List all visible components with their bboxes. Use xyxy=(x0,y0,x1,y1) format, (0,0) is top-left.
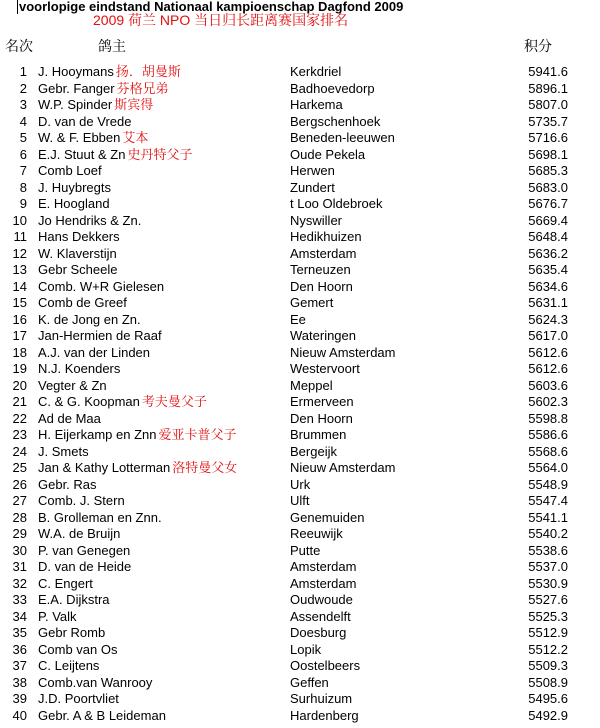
rank-cell: 27 xyxy=(12,493,27,508)
place-cell: Urk xyxy=(290,476,311,492)
fancier-name-cell: J.D. Poortvliet xyxy=(38,691,119,706)
fancier-name-chinese: 斯宾得 xyxy=(114,97,154,112)
rank-cell: 24 xyxy=(12,443,27,459)
rank-cell: 33 xyxy=(12,592,27,607)
fancier-name-cell xyxy=(38,81,169,97)
score-cell: 5669.4 xyxy=(528,212,568,228)
place-cell: Genemuiden xyxy=(290,509,365,525)
score-cell: 5564.0 xyxy=(528,460,568,475)
score-cell: 5683.0 xyxy=(528,179,568,195)
table-row xyxy=(0,64,600,81)
fancier-name-cell xyxy=(38,394,207,410)
rank-cell: 15 xyxy=(12,295,27,310)
fancier-name-cell xyxy=(38,97,153,113)
fancier-name-cell: D. van de Heide xyxy=(38,559,132,574)
score-cell: 5676.7 xyxy=(528,196,568,211)
place-cell: Brummen xyxy=(290,427,347,442)
fancier-name-chinese: 扬．胡曼斯 xyxy=(115,64,181,79)
document-title-chinese: 2009 荷兰 NPO 当日归长距离赛国家排名 xyxy=(93,12,349,28)
rank-cell: 14 xyxy=(12,278,27,294)
fancier-name-chinese: 艾本 xyxy=(122,130,149,145)
score-cell: 5624.3 xyxy=(528,311,568,327)
score-cell: 5537.0 xyxy=(528,559,568,574)
score-cell: 5548.9 xyxy=(528,476,568,492)
table-row xyxy=(0,229,600,246)
rank-cell: 7 xyxy=(19,163,27,178)
rank-cell: 28 xyxy=(12,509,27,525)
table-row xyxy=(0,642,600,659)
table-row xyxy=(0,279,600,296)
table-row xyxy=(0,460,600,477)
score-cell: 5538.6 xyxy=(528,542,568,558)
place-cell: Kerkdriel xyxy=(290,64,342,79)
place-cell: Putte xyxy=(290,542,321,558)
place-cell: Bergeijk xyxy=(290,443,337,459)
place-cell: Herwen xyxy=(290,163,335,178)
place-cell: t Loo Oldebroek xyxy=(290,196,383,211)
fancier-name-cell: C. Leijtens xyxy=(38,658,100,673)
score-cell: 5602.3 xyxy=(528,394,568,409)
table-row xyxy=(0,708,600,725)
fancier-name-cell: Comb.van Wanrooy xyxy=(38,674,153,690)
rank-cell: 30 xyxy=(12,542,27,558)
fancier-name: Gebr. Fanger xyxy=(38,80,115,96)
place-cell: Badhoevedorp xyxy=(290,80,375,96)
table-row xyxy=(0,576,600,593)
score-cell: 5698.1 xyxy=(528,146,568,162)
rank-cell: 4 xyxy=(19,113,27,129)
table-row xyxy=(0,163,600,180)
table-row xyxy=(0,213,600,230)
table-row xyxy=(0,658,600,675)
rank-cell: 11 xyxy=(13,229,27,244)
table-row xyxy=(0,526,600,543)
score-cell: 5512.2 xyxy=(528,641,568,657)
fancier-name-chinese: 洛特曼父女 xyxy=(172,460,238,475)
place-cell: Amsterdam xyxy=(290,575,357,591)
fancier-name-cell xyxy=(38,427,237,443)
column-header-fancier: 鸽主 xyxy=(98,38,126,54)
place-cell: Amsterdam xyxy=(290,559,357,574)
rank-cell: 12 xyxy=(12,245,27,261)
place-cell: Ulft xyxy=(290,493,310,508)
table-row xyxy=(0,427,600,444)
rank-cell: 10 xyxy=(12,212,27,228)
fancier-name-cell: P. Valk xyxy=(38,608,77,624)
fancier-name-chinese: 考夫曼父子 xyxy=(141,394,207,409)
fancier-name: J. Hooymans xyxy=(38,64,114,79)
score-cell: 5685.3 xyxy=(528,163,568,178)
place-cell: Lopik xyxy=(290,641,322,657)
score-cell: 5648.4 xyxy=(528,229,568,244)
table-row xyxy=(0,295,600,312)
score-cell: 5540.2 xyxy=(528,526,568,541)
score-cell: 5530.9 xyxy=(528,575,568,591)
rank-cell: 17 xyxy=(12,328,27,343)
table-row xyxy=(0,180,600,197)
rank-cell: 3 xyxy=(19,97,27,112)
table-row xyxy=(0,130,600,147)
rank-cell: 9 xyxy=(19,196,27,211)
fancier-name-cell: W.A. de Bruijn xyxy=(38,526,121,541)
place-cell: Den Hoorn xyxy=(290,278,353,294)
score-cell: 5525.3 xyxy=(528,608,568,624)
fancier-name-cell xyxy=(38,460,237,476)
score-cell: 5617.0 xyxy=(528,328,568,343)
fancier-name-cell xyxy=(38,64,181,80)
ranking-table xyxy=(0,64,600,724)
table-row xyxy=(0,609,600,626)
score-cell: 5716.6 xyxy=(528,130,568,145)
table-row xyxy=(0,543,600,560)
rank-cell: 34 xyxy=(12,608,27,624)
score-cell: 5586.6 xyxy=(528,427,568,442)
fancier-name-cell: Gebr. Ras xyxy=(38,476,97,492)
rank-cell: 35 xyxy=(12,625,27,640)
rank-cell: 1 xyxy=(19,64,27,79)
fancier-name-cell: Comb. W+R Gielesen xyxy=(38,278,165,294)
fancier-name-cell: B. Grolleman en Znn. xyxy=(38,509,162,525)
score-cell: 5603.6 xyxy=(528,377,568,393)
table-row xyxy=(0,592,600,609)
fancier-name-cell: Comb de Greef xyxy=(38,295,127,310)
score-cell: 5495.6 xyxy=(528,691,568,706)
fancier-name-cell: C. Engert xyxy=(38,575,93,591)
place-cell: Doesburg xyxy=(290,625,347,640)
fancier-name-cell: J. Smets xyxy=(38,443,89,459)
rank-cell: 26 xyxy=(12,476,27,492)
score-cell: 5634.6 xyxy=(528,278,568,294)
rank-cell: 2 xyxy=(19,80,27,96)
table-row xyxy=(0,493,600,510)
column-header-score: 积分 xyxy=(524,38,552,54)
fancier-name-cell: Jo Hendriks & Zn. xyxy=(38,212,142,228)
fancier-name-cell: Hans Dekkers xyxy=(38,229,120,244)
score-cell: 5512.9 xyxy=(528,625,568,640)
place-cell: Nyswiller xyxy=(290,212,342,228)
score-cell: 5941.6 xyxy=(528,64,568,79)
fancier-name: C. & G. Koopman xyxy=(38,394,140,409)
fancier-name-cell: Gebr. A & B Leideman xyxy=(38,707,166,723)
fancier-name: E.J. Stuut & Zn xyxy=(38,146,126,162)
fancier-name-cell: Comb. J. Stern xyxy=(38,493,125,508)
table-row xyxy=(0,378,600,395)
rank-cell: 20 xyxy=(12,377,27,393)
place-cell: Den Hoorn xyxy=(290,410,353,426)
place-cell: Hardenberg xyxy=(290,707,359,723)
table-row xyxy=(0,675,600,692)
score-cell: 5635.4 xyxy=(528,262,568,277)
fancier-name: Jan & Kathy Lotterman xyxy=(38,460,171,475)
place-cell: Geffen xyxy=(290,674,329,690)
place-cell: Oudwoude xyxy=(290,592,353,607)
place-cell: Nieuw Amsterdam xyxy=(290,460,396,475)
fancier-name-cell: J. Huybregts xyxy=(38,179,111,195)
place-cell: Westervoort xyxy=(290,361,360,376)
fancier-name-cell: E.A. Dijkstra xyxy=(38,592,110,607)
document-title-dutch: voorlopige eindstand Nationaal kampioenschap Dagfond 2009 xyxy=(19,0,404,14)
fancier-name: H. Eijerkamp en Znn xyxy=(38,427,157,442)
place-cell: Zundert xyxy=(290,179,335,195)
place-cell: Oostelbeers xyxy=(290,658,361,673)
score-cell: 5631.1 xyxy=(528,295,568,310)
fancier-name-cell: K. de Jong en Zn. xyxy=(38,311,141,327)
fancier-name-chinese: 芬格兄弟 xyxy=(116,80,169,96)
place-cell: Assendelft xyxy=(290,608,351,624)
fancier-name-cell: Gebr Scheele xyxy=(38,262,118,277)
score-cell: 5598.8 xyxy=(528,410,568,426)
table-row xyxy=(0,345,600,362)
place-cell: Gemert xyxy=(290,295,334,310)
table-row xyxy=(0,312,600,329)
rank-cell: 40 xyxy=(12,707,27,723)
place-cell: Oude Pekela xyxy=(290,146,366,162)
rank-cell: 32 xyxy=(12,575,27,591)
rank-cell: 6 xyxy=(19,146,27,162)
rank-cell: 18 xyxy=(12,344,27,360)
score-cell: 5568.6 xyxy=(528,443,568,459)
place-cell: Surhuizum xyxy=(290,691,353,706)
rank-cell: 31 xyxy=(12,559,27,574)
fancier-name: W.P. Spinder xyxy=(38,97,113,112)
score-cell: 5547.4 xyxy=(528,493,568,508)
place-cell: Harkema xyxy=(290,97,343,112)
table-row xyxy=(0,477,600,494)
fancier-name-chinese: 史丹特父子 xyxy=(127,146,193,162)
score-cell: 5492.9 xyxy=(528,707,568,723)
table-row xyxy=(0,147,600,164)
place-cell: Bergschenhoek xyxy=(290,113,381,129)
score-cell: 5612.6 xyxy=(528,361,568,376)
rank-cell: 22 xyxy=(12,410,27,426)
fancier-name-cell: D. van de Vrede xyxy=(38,113,132,129)
fancier-name-cell: Ad de Maa xyxy=(38,410,101,426)
fancier-name-cell: N.J. Koenders xyxy=(38,361,121,376)
table-row xyxy=(0,691,600,708)
table-row xyxy=(0,114,600,131)
fancier-name-cell: P. van Genegen xyxy=(38,542,131,558)
place-cell: Terneuzen xyxy=(290,262,351,277)
table-row xyxy=(0,444,600,461)
rank-cell: 36 xyxy=(12,641,27,657)
place-cell: Ee xyxy=(290,311,306,327)
table-row xyxy=(0,411,600,428)
table-row xyxy=(0,510,600,527)
score-cell: 5612.6 xyxy=(528,344,568,360)
place-cell: Hedikhuizen xyxy=(290,229,362,244)
rank-cell: 19 xyxy=(12,361,27,376)
rank-cell: 25 xyxy=(12,460,27,475)
score-cell: 5735.7 xyxy=(528,113,568,129)
table-row xyxy=(0,81,600,98)
table-row xyxy=(0,246,600,263)
place-cell: Reeuwijk xyxy=(290,526,343,541)
fancier-name-cell: Gebr Romb xyxy=(38,625,106,640)
table-row xyxy=(0,328,600,345)
score-cell: 5509.3 xyxy=(528,658,568,673)
fancier-name-cell: Vegter & Zn xyxy=(38,377,107,393)
table-row xyxy=(0,262,600,279)
score-cell: 5807.0 xyxy=(528,97,568,112)
rank-cell: 5 xyxy=(19,130,27,145)
rank-cell: 29 xyxy=(12,526,27,541)
place-cell: Ermerveen xyxy=(290,394,354,409)
rank-cell: 8 xyxy=(19,179,27,195)
table-row xyxy=(0,559,600,576)
fancier-name-cell: Comb van Os xyxy=(38,641,118,657)
fancier-name: W. & F. Ebben xyxy=(38,130,121,145)
fancier-name-cell: E. Hoogland xyxy=(38,196,110,211)
fancier-name-cell: Comb Loef xyxy=(38,163,102,178)
fancier-name-chinese: 爱亚卡普父子 xyxy=(158,427,237,442)
place-cell: Amsterdam xyxy=(290,245,357,261)
table-row xyxy=(0,625,600,642)
fancier-name-cell: Jan-Hermien de Raaf xyxy=(38,328,162,343)
fancier-name-cell xyxy=(38,130,148,146)
score-cell: 5541.1 xyxy=(528,509,568,525)
place-cell: Wateringen xyxy=(290,328,356,343)
score-cell: 5508.9 xyxy=(528,674,568,690)
rank-cell: 39 xyxy=(12,691,27,706)
rank-cell: 13 xyxy=(12,262,27,277)
table-row xyxy=(0,97,600,114)
place-cell: Meppel xyxy=(290,377,333,393)
score-cell: 5527.6 xyxy=(528,592,568,607)
fancier-name-cell: A.J. van der Linden xyxy=(38,344,151,360)
rank-cell: 16 xyxy=(12,311,27,327)
score-cell: 5896.1 xyxy=(528,80,568,96)
table-row xyxy=(0,196,600,213)
fancier-name-cell xyxy=(38,147,192,163)
place-cell: Nieuw Amsterdam xyxy=(290,344,396,360)
place-cell: Beneden-leeuwen xyxy=(290,130,395,145)
rank-cell: 37 xyxy=(12,658,27,673)
fancier-name-cell: W. Klaverstijn xyxy=(38,245,117,261)
rank-cell: 38 xyxy=(12,674,27,690)
rank-cell: 23 xyxy=(12,427,27,442)
table-row xyxy=(0,361,600,378)
column-header-rank: 名次 xyxy=(5,38,33,54)
score-cell: 5636.2 xyxy=(528,245,568,261)
table-row xyxy=(0,394,600,411)
rank-cell: 21 xyxy=(12,394,27,409)
